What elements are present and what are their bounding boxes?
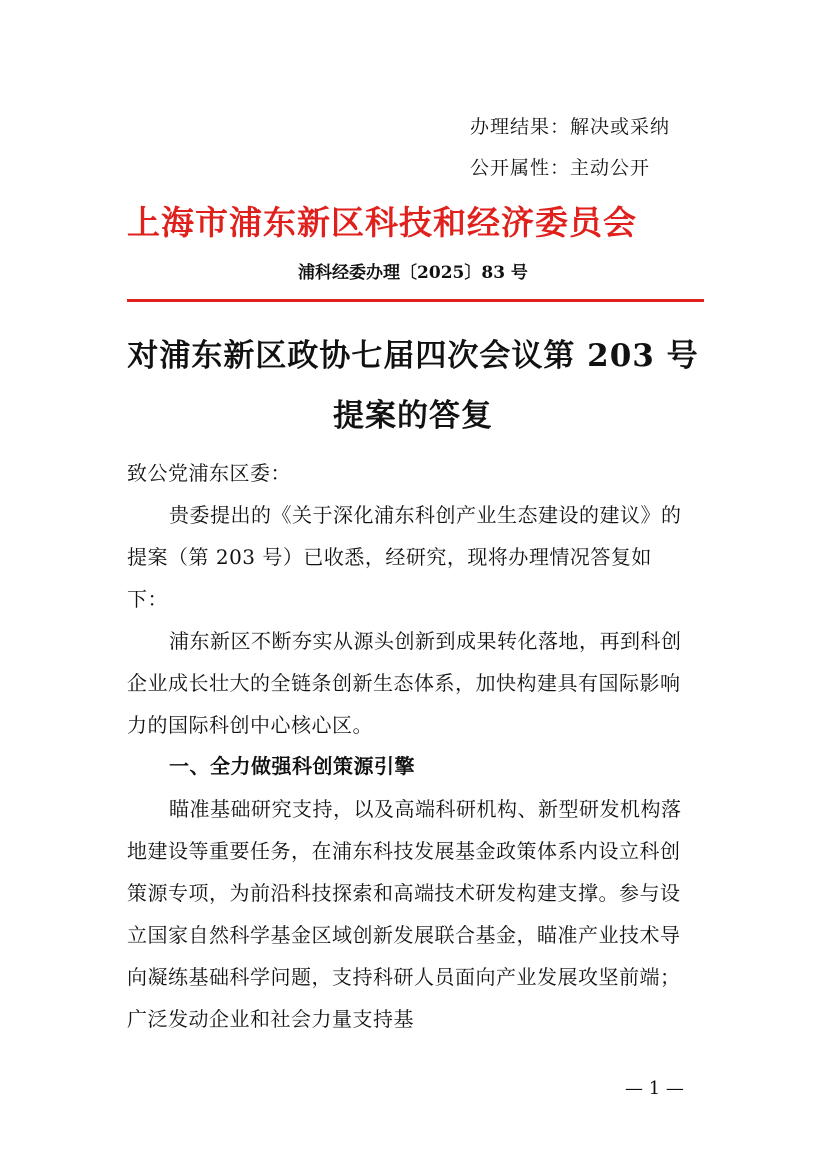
disclosure-attribute: 公开属性：主动公开 [470, 157, 651, 179]
title-line-2: 提案的答复 [333, 398, 493, 434]
salutation: 致公党浦东区委： [127, 461, 291, 485]
section-heading-1: 一、全力做强科创策源引擎 [169, 754, 415, 778]
document-number: 浦科经委办理〔2025〕83 号 [298, 263, 528, 283]
page-number: — 1 — [625, 1078, 684, 1099]
paragraph-2: 浦东新区不断夯实从源头创新到成果转化落地，再到科创企业成长壮大的全链条创新生态体系，加快构建具有国际影响力的国际科创中心核心区。 [127, 629, 682, 737]
title-line-1: 对浦东新区政协七届四次会议第 203 号 [127, 338, 699, 374]
paragraph-1: 贵委提出的《关于深化浦东科创产业生态建设的建议》的提案（第 203 号）已收悉，经研究，现将办理情况答复如下： [127, 503, 682, 611]
agency-name: 上海市浦东新区科技和经济委员会 [127, 203, 637, 242]
red-divider [127, 299, 704, 302]
paragraph-3: 瞄准基础研究支持，以及高端科研机构、新型研发机构落地建设等重要任务，在浦东科技发展基金政策体系内设立科创策源专项，为前沿科技探索和高端技术研发构建支撑。参与设立国家自然科学基金区域创新发展联合基金，瞄准产业技术导向凝练基础科学问题，支持科研人员面向产业发展攻坚前端；广泛发动企业和社会力量支持基 [127, 797, 682, 1031]
handling-result: 办理结果：解决或采纳 [470, 116, 671, 138]
